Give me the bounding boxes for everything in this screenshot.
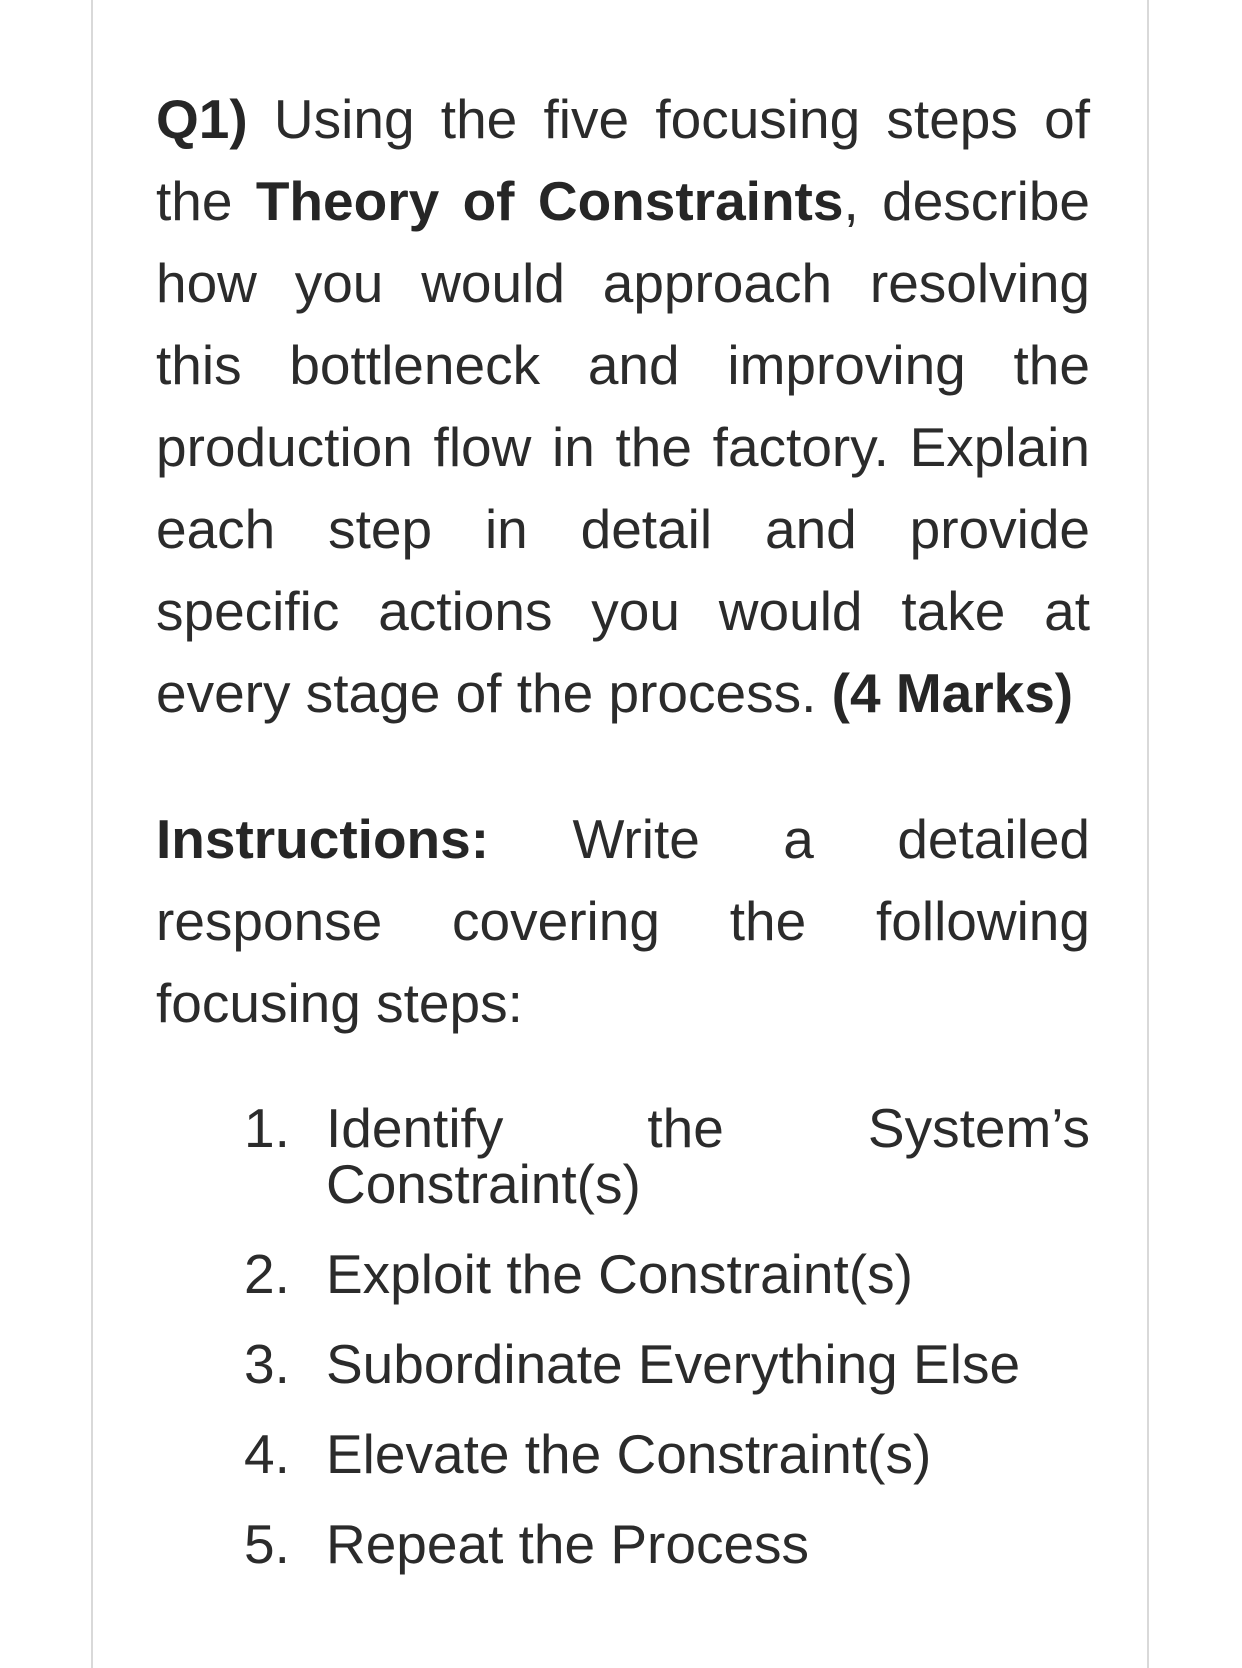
question-text-after: , describe how you would approach resolving this bottleneck and improving the production flow in the factory. Explain each step in detail and provide specific actions you would take at every stage of the process. [156,170,1090,724]
step-text: Subordinate Everything Else [326,1333,1021,1395]
instructions-text: Write a detailed response covering the following focusing steps: [156,808,1090,1034]
list-item [156,1243,1090,1305]
instructions-paragraph [156,798,1090,1044]
step-text: Repeat the Process [326,1513,810,1575]
step-number: 3. [244,1333,290,1395]
step-text: Identify the System’s Constraint(s) [326,1097,1090,1215]
step-text: Elevate the Constraint(s) [326,1423,932,1485]
list-item [156,1097,1090,1215]
step-number: 2. [244,1243,290,1305]
document-content [156,78,1090,1606]
list-item [156,1423,1090,1485]
step-text: Exploit the Constraint(s) [326,1243,913,1305]
list-item [156,1333,1090,1395]
list-item [156,1513,1090,1575]
question-marks: (4 Marks) [831,662,1074,724]
instructions-label: Instructions: [156,808,490,870]
question-paragraph [156,78,1090,734]
step-number: 4. [244,1423,290,1485]
question-label: Q1) [156,88,248,150]
step-number: 1. [244,1097,290,1159]
step-number: 5. [244,1513,290,1575]
question-bold-term: Theory of Constraints [255,170,844,232]
question-text-before: Using the five focusing steps of the [156,88,1090,232]
focusing-steps-list [156,1097,1090,1575]
